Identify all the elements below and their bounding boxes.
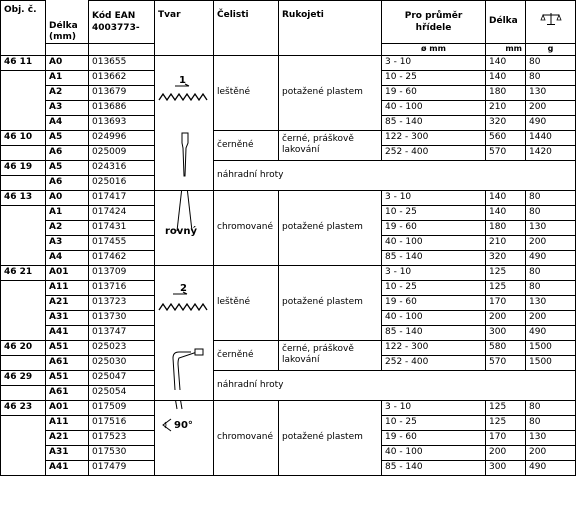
row-shaft: 10 - 25 xyxy=(382,415,486,430)
row-size: A5 xyxy=(46,130,89,145)
row-ean: 013747 xyxy=(89,325,155,340)
row-weight: 1500 xyxy=(526,355,576,370)
row-length: 180 xyxy=(486,85,526,100)
row-shaft: 85 - 140 xyxy=(382,250,486,265)
shape-cell-straight xyxy=(155,55,214,190)
row-length: 125 xyxy=(486,415,526,430)
row-length: 210 xyxy=(486,100,526,115)
row-shaft: 40 - 100 xyxy=(382,235,486,250)
row-handles: černé, práškově lakování xyxy=(279,340,382,370)
row-jaws: leštěné xyxy=(214,265,279,340)
row-size: A3 xyxy=(46,100,89,115)
row-weight: 490 xyxy=(526,115,576,130)
row-length: 170 xyxy=(486,430,526,445)
header-ean xyxy=(89,1,155,44)
row-weight: 80 xyxy=(526,190,576,205)
row-length: 125 xyxy=(486,280,526,295)
row-shaft: 122 - 300 xyxy=(382,340,486,355)
header-size-line2: (mm) xyxy=(49,31,76,42)
row-ean: 017431 xyxy=(89,220,155,235)
row-weight: 80 xyxy=(526,70,576,85)
header-shaft-line1: Pro průměr xyxy=(404,10,463,21)
row-obj: 46 21 xyxy=(1,265,46,280)
table-row xyxy=(1,340,576,355)
row-shaft: 40 - 100 xyxy=(382,445,486,460)
row-ean: 013686 xyxy=(89,100,155,115)
row-ean: 025054 xyxy=(89,385,155,400)
row-ean: 024996 xyxy=(89,130,155,145)
row-size: A61 xyxy=(46,385,89,400)
row-weight: 490 xyxy=(526,325,576,340)
row-length: 580 xyxy=(486,340,526,355)
row-weight: 1420 xyxy=(526,145,576,160)
table-row xyxy=(1,265,576,280)
row-ean: 017530 xyxy=(89,445,155,460)
header-obj: Obj. č. xyxy=(1,1,46,21)
row-length: 200 xyxy=(486,310,526,325)
row-length: 140 xyxy=(486,55,526,70)
row-size: A6 xyxy=(46,145,89,160)
row-length: 570 xyxy=(486,145,526,160)
row-ean: 017516 xyxy=(89,415,155,430)
header-shaft xyxy=(382,1,486,44)
row-shaft: 40 - 100 xyxy=(382,100,486,115)
header-length-unit: mm xyxy=(486,43,526,55)
row-weight: 200 xyxy=(526,310,576,325)
header-size-line1: Délka xyxy=(49,20,78,31)
row-jaws: chromované xyxy=(214,400,279,475)
row-size: A01 xyxy=(46,265,89,280)
row-weight: 130 xyxy=(526,220,576,235)
row-size: A31 xyxy=(46,445,89,460)
row-length: 125 xyxy=(486,265,526,280)
row-ean: 025016 xyxy=(89,175,155,190)
row-jaws: leštěné xyxy=(214,55,279,130)
row-ean: 013679 xyxy=(89,85,155,100)
table-body xyxy=(1,55,576,475)
row-ean: 025047 xyxy=(89,370,155,385)
row-ean: 017417 xyxy=(89,190,155,205)
row-weight: 80 xyxy=(526,205,576,220)
shape-label-90: 90° xyxy=(174,419,193,431)
row-obj: 46 13 xyxy=(1,190,46,205)
row-size: A51 xyxy=(46,340,89,355)
row-size: A0 xyxy=(46,190,89,205)
row-jaws: chromované xyxy=(214,190,279,265)
row-length: 300 xyxy=(486,325,526,340)
row-handles: potažené plastem xyxy=(279,190,382,265)
scale-icon xyxy=(540,12,562,26)
row-weight: 80 xyxy=(526,55,576,70)
row-size: A6 xyxy=(46,175,89,190)
row-jaws: černěné xyxy=(214,340,279,370)
row-weight: 200 xyxy=(526,445,576,460)
row-ean: 025030 xyxy=(89,355,155,370)
row-obj: 46 29 xyxy=(1,370,46,385)
row-weight: 200 xyxy=(526,100,576,115)
header-shaft-line2: hřídele xyxy=(415,22,452,33)
shape-label-2: 2 xyxy=(180,282,187,294)
row-obj: 46 23 xyxy=(1,400,46,415)
row-ean: 017424 xyxy=(89,205,155,220)
row-size: A1 xyxy=(46,205,89,220)
row-length: 140 xyxy=(486,70,526,85)
row-weight: 80 xyxy=(526,280,576,295)
row-size: A11 xyxy=(46,280,89,295)
row-length: 320 xyxy=(486,250,526,265)
header-ean-line2: 4003773- xyxy=(92,22,140,33)
row-shaft: 10 - 25 xyxy=(382,280,486,295)
shape-cell-straight-label xyxy=(155,190,214,265)
row-size: A2 xyxy=(46,220,89,235)
row-ean: 013655 xyxy=(89,55,155,70)
row-obj: 46 10 xyxy=(1,130,46,145)
row-size: A0 xyxy=(46,55,89,70)
header-size xyxy=(46,21,89,44)
row-weight: 1440 xyxy=(526,130,576,145)
row-ean: 017479 xyxy=(89,460,155,475)
row-ean: 013662 xyxy=(89,70,155,85)
row-weight: 80 xyxy=(526,415,576,430)
header-handles: Rukojeti xyxy=(279,1,382,56)
row-ean: 025023 xyxy=(89,340,155,355)
pliers-body-90-icon xyxy=(155,401,214,473)
row-ean: 024316 xyxy=(89,160,155,175)
header-shaft-unit: ø mm xyxy=(382,43,486,55)
row-spare-tips: náhradní hroty xyxy=(214,370,576,400)
table-row xyxy=(1,160,576,175)
row-obj: 46 19 xyxy=(1,160,46,175)
row-ean: 017455 xyxy=(89,235,155,250)
row-size: A41 xyxy=(46,460,89,475)
row-shaft: 85 - 140 xyxy=(382,460,486,475)
row-handles: potažené plastem xyxy=(279,55,382,130)
row-size: A2 xyxy=(46,85,89,100)
header-shape: Tvar xyxy=(155,1,214,56)
row-shaft: 252 - 400 xyxy=(382,145,486,160)
row-weight: 490 xyxy=(526,250,576,265)
row-handles: potažené plastem xyxy=(279,400,382,475)
row-weight: 130 xyxy=(526,295,576,310)
row-ean: 017509 xyxy=(89,400,155,415)
row-size: A41 xyxy=(46,325,89,340)
row-shaft: 19 - 60 xyxy=(382,85,486,100)
row-shaft: 19 - 60 xyxy=(382,430,486,445)
row-length: 320 xyxy=(486,115,526,130)
shape-cell-90 xyxy=(155,400,214,475)
row-length: 210 xyxy=(486,235,526,250)
row-jaws: černěné xyxy=(214,130,279,160)
row-ean: 013709 xyxy=(89,265,155,280)
row-shaft: 3 - 10 xyxy=(382,190,486,205)
row-weight: 80 xyxy=(526,265,576,280)
header-ean-line1: Kód EAN xyxy=(92,10,136,21)
header-weight-unit: g xyxy=(526,43,576,55)
row-ean: 013693 xyxy=(89,115,155,130)
row-size: A4 xyxy=(46,115,89,130)
table-row xyxy=(1,55,576,70)
row-shaft: 122 - 300 xyxy=(382,130,486,145)
shape-label-straight: rovný xyxy=(165,225,197,237)
row-shaft: 3 - 10 xyxy=(382,55,486,70)
row-weight: 200 xyxy=(526,235,576,250)
row-ean: 013730 xyxy=(89,310,155,325)
row-size: A01 xyxy=(46,400,89,415)
row-shaft: 252 - 400 xyxy=(382,355,486,370)
row-size: A51 xyxy=(46,370,89,385)
row-handles: černé, práškově lakování xyxy=(279,130,382,160)
row-length: 180 xyxy=(486,220,526,235)
row-shaft: 10 - 25 xyxy=(382,205,486,220)
header-jaws: Čelisti xyxy=(214,1,279,56)
row-size: A5 xyxy=(46,160,89,175)
shape-label-1: 1 xyxy=(179,74,186,86)
row-length: 140 xyxy=(486,190,526,205)
header-weight xyxy=(526,1,576,44)
shape-cell-angled xyxy=(155,265,214,400)
row-length: 170 xyxy=(486,295,526,310)
row-handles: potažené plastem xyxy=(279,265,382,340)
row-weight: 490 xyxy=(526,460,576,475)
row-length: 570 xyxy=(486,355,526,370)
row-shaft: 10 - 25 xyxy=(382,70,486,85)
row-size: A4 xyxy=(46,250,89,265)
row-ean: 017523 xyxy=(89,430,155,445)
row-shaft: 3 - 10 xyxy=(382,400,486,415)
table-row xyxy=(1,370,576,385)
row-size: A11 xyxy=(46,415,89,430)
row-size: A31 xyxy=(46,310,89,325)
table-row xyxy=(1,400,576,415)
row-size: A21 xyxy=(46,295,89,310)
row-weight: 80 xyxy=(526,400,576,415)
row-ean: 025009 xyxy=(89,145,155,160)
row-ean: 013716 xyxy=(89,280,155,295)
row-spare-tips: náhradní hroty xyxy=(214,160,576,190)
row-obj: 46 11 xyxy=(1,55,46,70)
row-size: A61 xyxy=(46,355,89,370)
row-weight: 1500 xyxy=(526,340,576,355)
row-ean: 013723 xyxy=(89,295,155,310)
row-shaft: 19 - 60 xyxy=(382,295,486,310)
row-length: 300 xyxy=(486,460,526,475)
table-row xyxy=(1,190,576,205)
row-shaft: 85 - 140 xyxy=(382,115,486,130)
row-ean: 017462 xyxy=(89,250,155,265)
row-weight: 130 xyxy=(526,85,576,100)
row-size: A21 xyxy=(46,430,89,445)
header-length: Délka xyxy=(486,1,526,44)
row-shaft: 3 - 10 xyxy=(382,265,486,280)
row-weight: 130 xyxy=(526,430,576,445)
row-size: A3 xyxy=(46,235,89,250)
row-length: 200 xyxy=(486,445,526,460)
table-row xyxy=(1,130,576,145)
row-shaft: 85 - 140 xyxy=(382,325,486,340)
row-obj: 46 20 xyxy=(1,340,46,355)
row-length: 560 xyxy=(486,130,526,145)
table-header xyxy=(1,1,576,56)
row-length: 140 xyxy=(486,205,526,220)
row-size: A1 xyxy=(46,70,89,85)
row-shaft: 40 - 100 xyxy=(382,310,486,325)
row-length: 125 xyxy=(486,400,526,415)
row-shaft: 19 - 60 xyxy=(382,220,486,235)
